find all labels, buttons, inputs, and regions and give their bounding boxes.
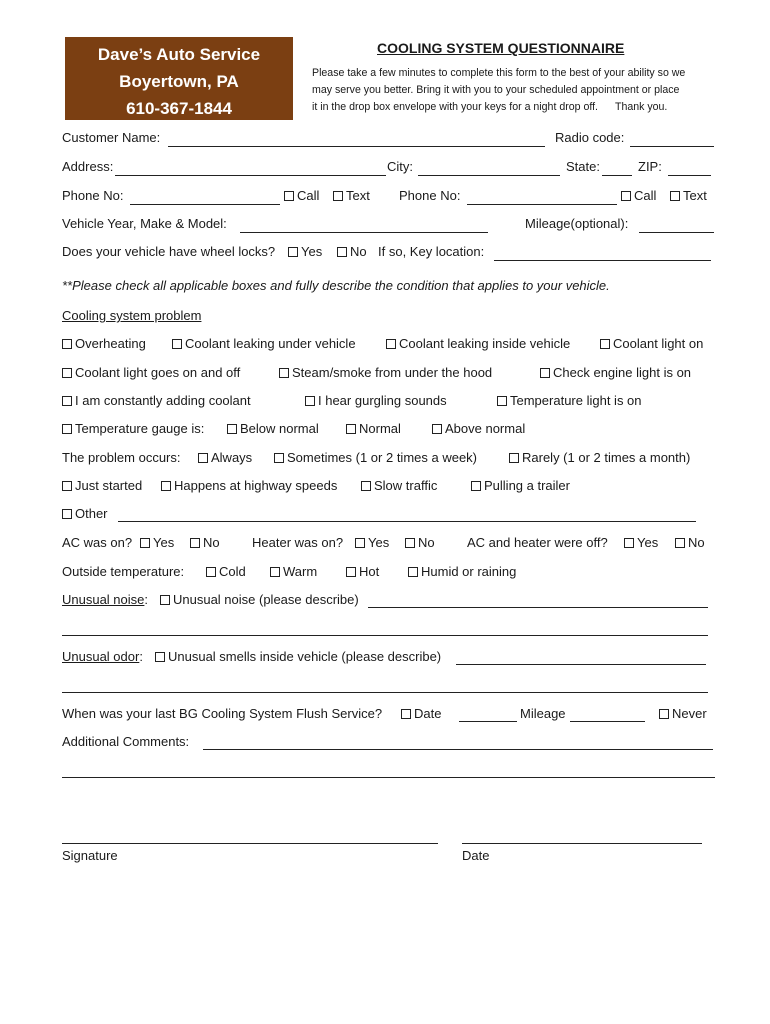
option-unusual-noise[interactable] [160, 592, 359, 607]
option-label: Coolant leaking under vehicle [185, 336, 356, 351]
checkbox[interactable] [62, 481, 72, 491]
business-phone: 610-367-1844 [126, 99, 232, 118]
checkbox[interactable] [206, 567, 216, 577]
checkbox[interactable] [270, 567, 280, 577]
option-label: Cold [219, 564, 246, 579]
option-hot[interactable] [346, 564, 379, 579]
ac-on-no[interactable] [190, 535, 220, 550]
checkbox[interactable] [155, 652, 165, 662]
option-label: Coolant light on [613, 336, 704, 351]
option-other[interactable] [62, 506, 108, 521]
option-label: Just started [75, 478, 143, 493]
option-label: Unusual noise (please describe) [173, 592, 359, 607]
checkbox[interactable] [284, 191, 294, 201]
address-label: Address: [62, 159, 114, 174]
radio-code-field[interactable] [630, 146, 714, 147]
option-label: Sometimes (1 or 2 times a week) [287, 450, 478, 465]
signature-date-field[interactable] [462, 843, 702, 844]
checkbox[interactable] [432, 424, 442, 434]
checkbox[interactable] [471, 481, 481, 491]
checkbox[interactable] [333, 191, 343, 201]
no-label: No [350, 244, 367, 259]
comments-field[interactable] [203, 749, 713, 750]
yes-label: Yes [368, 535, 390, 550]
form-intro [312, 65, 728, 116]
wheel-locks-yes[interactable] [288, 244, 322, 259]
checkbox[interactable] [624, 538, 634, 548]
ac-on-label: AC was on? [62, 535, 133, 550]
checkbox[interactable] [600, 339, 610, 349]
heater-on-no[interactable] [405, 535, 435, 550]
mileage-label: Mileage(optional): [525, 216, 629, 231]
option-label: Coolant light goes on and off [75, 365, 241, 380]
checkbox[interactable] [161, 481, 171, 491]
option-label: Hot [359, 564, 380, 579]
option-label: Steam/smoke from under the hood [292, 365, 493, 380]
ac-heater-off-label: AC and heater were off? [467, 535, 608, 550]
heater-on-label: Heater was on? [252, 535, 344, 550]
customer-name-field[interactable] [168, 146, 545, 147]
ac-heater-off-yes[interactable] [624, 535, 658, 550]
option-leak-inside[interactable] [386, 336, 570, 351]
checkbox[interactable] [62, 509, 72, 519]
option-coolant-light-onoff[interactable] [62, 365, 240, 380]
business-city: Boyertown, PA [119, 72, 239, 91]
colon: : [144, 592, 149, 607]
option-normal[interactable] [346, 421, 401, 436]
option-label: Unusual smells inside vehicle (please describe) [168, 649, 442, 664]
wheel-locks-question: Does your vehicle have wheel locks? [62, 244, 276, 259]
phone2-field[interactable] [467, 204, 617, 205]
business-logo-box [65, 37, 293, 120]
option-temp-gauge[interactable] [62, 421, 204, 436]
unusual-noise-heading [62, 592, 148, 607]
option-label: Warm [283, 564, 318, 579]
text-label: Text [346, 188, 370, 203]
checkbox[interactable] [190, 538, 200, 548]
option-sometimes[interactable] [274, 450, 477, 465]
signature-label: Signature [62, 848, 118, 863]
city-label: City: [387, 159, 413, 174]
option-label: Check engine light is on [553, 365, 692, 380]
city-field[interactable] [418, 175, 560, 176]
intro-line-1: Please take a few minutes to complete this form to the best of your ability so we [312, 67, 686, 79]
option-label: Below normal [240, 421, 319, 436]
option-rarely[interactable] [509, 450, 690, 465]
yes-label: Yes [153, 535, 175, 550]
phone1-label: Phone No: [62, 188, 124, 203]
intro-line-2: may serve you better. Bring it with you to your scheduled appointment or place [312, 84, 680, 96]
no-label: No [418, 535, 435, 550]
option-leak-under[interactable] [172, 336, 356, 351]
checkbox[interactable] [346, 567, 356, 577]
checkbox[interactable] [62, 424, 72, 434]
phone2-text-option[interactable] [670, 188, 707, 203]
option-humid[interactable] [408, 564, 516, 579]
form-title: COOLING SYSTEM QUESTIONNAIRE [377, 40, 625, 56]
unusual-odor-label: Unusual odor [62, 649, 140, 664]
comments-label: Additional Comments: [62, 734, 190, 749]
option-cold[interactable] [206, 564, 246, 579]
checkbox[interactable] [361, 481, 371, 491]
option-unusual-odor[interactable] [155, 649, 441, 664]
vehicle-field[interactable] [240, 232, 488, 233]
option-label: Temperature light is on [510, 393, 642, 408]
checkbox[interactable] [198, 453, 208, 463]
radio-code-label: Radio code: [555, 130, 625, 145]
option-warm[interactable] [270, 564, 317, 579]
checkbox[interactable] [62, 339, 72, 349]
checkbox[interactable] [346, 424, 356, 434]
odor-description-line-2[interactable] [62, 692, 708, 693]
checkbox[interactable] [274, 453, 284, 463]
option-label: Date [414, 706, 442, 721]
wheel-locks-no[interactable] [337, 244, 367, 259]
checkbox[interactable] [279, 368, 289, 378]
option-label: Never [672, 706, 707, 721]
option-temp-light[interactable] [497, 393, 642, 408]
option-label: Pulling a trailer [484, 478, 570, 493]
ac-heater-off-no[interactable] [675, 535, 705, 550]
option-gurgling[interactable] [305, 393, 447, 408]
checkbox[interactable] [405, 538, 415, 548]
option-adding-coolant[interactable] [62, 393, 251, 408]
comments-line-2[interactable] [62, 777, 715, 778]
signature-field[interactable] [62, 843, 438, 844]
flush-question: When was your last BG Cooling System Flush Service? [62, 706, 383, 721]
intro-thanks: Thank you. [614, 101, 668, 113]
option-check-engine[interactable] [540, 365, 691, 380]
unusual-noise-label: Unusual noise [62, 592, 145, 607]
checkbox[interactable] [62, 368, 72, 378]
checkbox[interactable] [621, 191, 631, 201]
checkbox[interactable] [675, 538, 685, 548]
outside-temp-label: Outside temperature: [62, 564, 185, 579]
text-label: Text [683, 188, 707, 203]
unusual-odor-heading [62, 649, 143, 664]
option-just-started[interactable] [62, 478, 142, 493]
checkbox[interactable] [408, 567, 418, 577]
option-overheating[interactable] [62, 336, 146, 351]
noise-description-line-2[interactable] [62, 635, 708, 636]
option-label: Always [211, 450, 253, 465]
option-label: Above normal [445, 421, 526, 436]
checkbox[interactable] [305, 396, 315, 406]
state-label: State: [566, 159, 600, 174]
zip-label: ZIP: [638, 159, 662, 174]
odor-description-field[interactable] [456, 664, 706, 665]
yes-label: Yes [637, 535, 659, 550]
flush-mileage-field[interactable] [570, 721, 645, 722]
checkbox[interactable] [355, 538, 365, 548]
business-name: Dave’s Auto Service [97, 45, 261, 64]
instructions-text: **Please check all applicable boxes and fully describe the condition that applies to your vehicle. [62, 278, 610, 293]
checkbox[interactable] [288, 247, 298, 257]
option-highway[interactable] [161, 478, 337, 493]
flush-mileage-label: Mileage [520, 706, 566, 721]
intro-line-3: it in the drop box envelope with your keys for a night drop off. [312, 101, 599, 113]
option-label: I am constantly adding coolant [75, 393, 251, 408]
checkbox[interactable] [497, 396, 507, 406]
checkbox[interactable] [227, 424, 237, 434]
option-label: Happens at highway speeds [174, 478, 338, 493]
mileage-field[interactable] [639, 232, 714, 233]
phone1-text-option[interactable] [333, 188, 370, 203]
checkbox[interactable] [337, 247, 347, 257]
phone2-label: Phone No: [399, 188, 461, 203]
heater-on-yes[interactable] [355, 535, 389, 550]
option-slow-traffic[interactable] [361, 478, 437, 493]
checkbox[interactable] [509, 453, 519, 463]
no-label: No [688, 535, 705, 550]
checkbox[interactable] [540, 368, 550, 378]
checkbox[interactable] [659, 709, 669, 719]
call-label: Call [634, 188, 657, 203]
state-field[interactable] [602, 175, 632, 176]
option-label: Overheating [75, 336, 146, 351]
other-field[interactable] [118, 521, 696, 522]
no-label: No [203, 535, 220, 550]
checkbox[interactable] [140, 538, 150, 548]
occurs-label: The problem occurs: [62, 450, 181, 465]
yes-label: Yes [301, 244, 323, 259]
key-location-field[interactable] [494, 260, 711, 261]
option-label: Coolant leaking inside vehicle [399, 336, 571, 351]
option-label: Other [75, 506, 108, 521]
signature-date-label: Date [462, 848, 490, 863]
phone2-call-option[interactable] [621, 188, 656, 203]
flush-date-field[interactable] [459, 721, 517, 722]
key-location-label: If so, Key location: [378, 244, 485, 259]
option-label: Rarely (1 or 2 times a month) [522, 450, 691, 465]
phone1-call-option[interactable] [284, 188, 319, 203]
option-always[interactable] [198, 450, 252, 465]
option-trailer[interactable] [471, 478, 570, 493]
option-label: Humid or raining [421, 564, 517, 579]
checkbox[interactable] [172, 339, 182, 349]
option-coolant-light-on[interactable] [600, 336, 703, 351]
phone1-field[interactable] [130, 204, 280, 205]
checkbox[interactable] [160, 595, 170, 605]
colon: : [139, 649, 143, 664]
address-field[interactable] [115, 175, 386, 176]
option-label: I hear gurgling sounds [318, 393, 447, 408]
checkbox[interactable] [401, 709, 411, 719]
option-label: Temperature gauge is: [75, 421, 205, 436]
customer-name-label: Customer Name: [62, 130, 161, 145]
call-label: Call [297, 188, 320, 203]
option-steam[interactable] [279, 365, 492, 380]
checkbox[interactable] [670, 191, 680, 201]
option-label: Normal [359, 421, 401, 436]
ac-on-yes[interactable] [140, 535, 174, 550]
noise-description-field[interactable] [368, 607, 708, 608]
option-label: Slow traffic [374, 478, 438, 493]
zip-field[interactable] [668, 175, 711, 176]
option-flush-never[interactable] [659, 706, 707, 721]
section-heading-problem: Cooling system problem [62, 308, 202, 323]
option-below-normal[interactable] [227, 421, 319, 436]
vehicle-label: Vehicle Year, Make & Model: [62, 216, 227, 231]
checkbox[interactable] [62, 396, 72, 406]
checkbox[interactable] [386, 339, 396, 349]
option-above-normal[interactable] [432, 421, 525, 436]
option-flush-date[interactable] [401, 706, 441, 721]
